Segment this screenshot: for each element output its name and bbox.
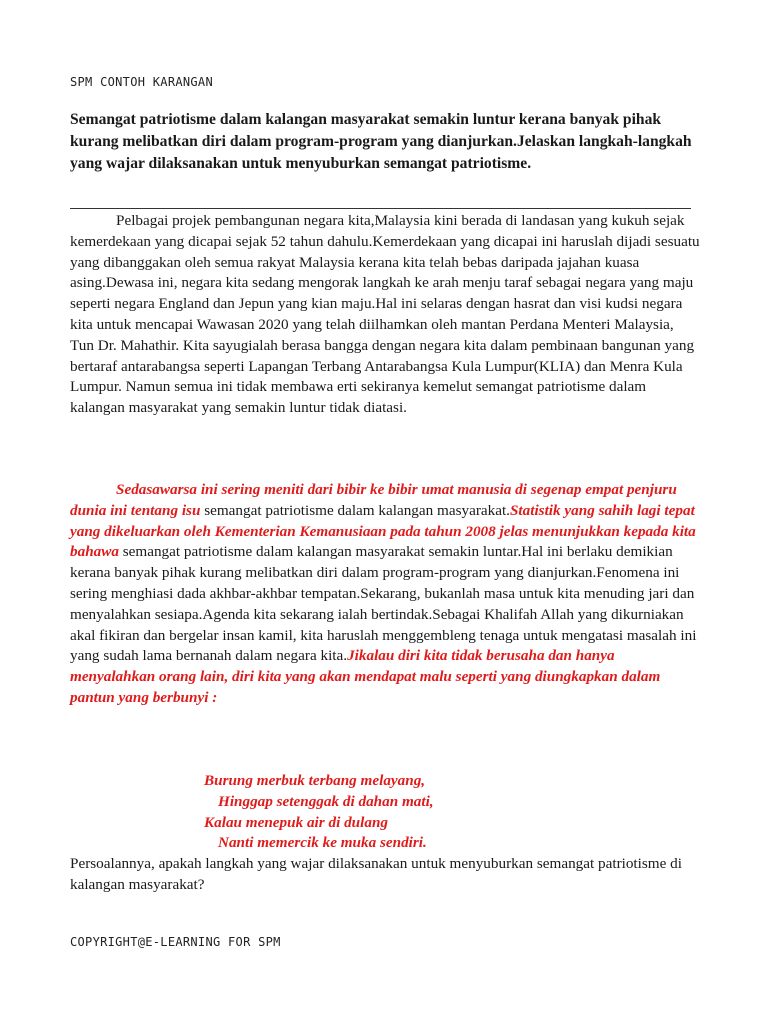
paragraph-issue [70,480,700,709]
essay-question: Semangat patriotisme dalam kalangan masyarakat semakin luntur kerana banyak pihak kurang melibatkan diri dalam program-program yang dianjurkan.Jelaskan langkah-langkah yang wajar dilaksanakan untuk menyuburkan semangat patriotisme. [70,111,692,172]
body-text-2: semangat patriotisme dalam kalangan masyarakat semakin luntar.Hal ini berlaku demikian kerana banyak pihak kurang melibatkan diri dalam program-program yang dianjurkan.Fenomena ini sering menghiasi dada akhbar-akhbar tempatan.Sekarang, bukanlah masa untuk kita menuding jari dan menyalahkan sesiapa.Agenda kita sekarang ialah bertindak.Sebagai Khalifah Allah yang dikurniakan akal fikiran dan bergelar insan kamil, kita haruslah menggembleng tenaga untuk mengatasi masalah ini yang sudah lama bernanah dalam negara kita. [70,543,697,665]
document-header: SPM CONTOH KARANGAN [70,75,213,89]
pantun-verse [204,771,604,854]
copyright-footer: COPYRIGHT@E-LEARNING FOR SPM [70,935,281,949]
highlight-text-1: Sedasawarsa ini sering meniti dari bibir ke bibir umat manusia di segenap empat penjuru dunia ini tentang isu [70,481,677,519]
paragraph-question: Persoalannya, apakah langkah yang wajar dilaksanakan untuk menyuburkan semangat patriotisme di kalangan masyarakat? [70,855,682,893]
pantun-line: Hinggap setenggak di dahan mati, [218,792,434,810]
pantun-line: Burung merbuk terbang melayang, [204,772,426,789]
paragraph-1-text: Pelbagai projek pembangunan negara kita,Malaysia kini berada di landasan yang kukuh sejak kemerdekaan yang dicapai sejak 52 tahun dahulu.Kemerdekaan yang dicapai ini haruslah dijadi sesuatu yang dibanggakan oleh semua rakyat Malaysia kerana kita telah bebas daripada jajahan kuasa asing.Dewasa ini, negara kita sedang mengorak langkah ke arah menju taraf sebagai negara yang maju seperti negara England dan Jepun yang kian maju.Hal ini selaras dengan hasrat dan visi kudsi negara kita untuk mencapai Wawasan 2020 yang telah diilhamkan oleh mantan Perdana Menteri Malaysia, Tun Dr. Mahathir. Kita sayugialah berasa bangga dengan negara kita dalam pembinaan bangunan yang bertaraf antarabangsa seperti Lapangan Terbang Antarabangsa Kula Lumpur(KLIA) dan Menra Kula Lumpur. Namun semua ini tidak membawa erti sekiranya kemelut semangat patriotisme dalam kalangan masyarakat yang semakin luntur tidak diatasi. [70,212,700,417]
highlight-text-2: Statistik yang sahih lagi tepat yang dikeluarkan oleh Kementerian Kemanusiaan pada tahun 2008 jelas menunjukkan kepada kita bahawa [70,501,696,561]
pantun-line: Kalau menepuk air di dulang [204,813,388,831]
pantun-line: Nanti memercik ke muka sendiri. [218,834,427,852]
body-text-1: semangat patriotisme dalam kalangan masyarakat. [200,501,510,519]
horizontal-divider [70,208,691,209]
highlight-text-3: Jikalau diri kita tidak berusaha dan hanya menyalahkan orang lain, diri kita yang akan mendapat malu seperti yang diungkapkan dalam pantun yang berbunyi : [70,647,661,706]
paragraph-introduction [70,211,700,419]
